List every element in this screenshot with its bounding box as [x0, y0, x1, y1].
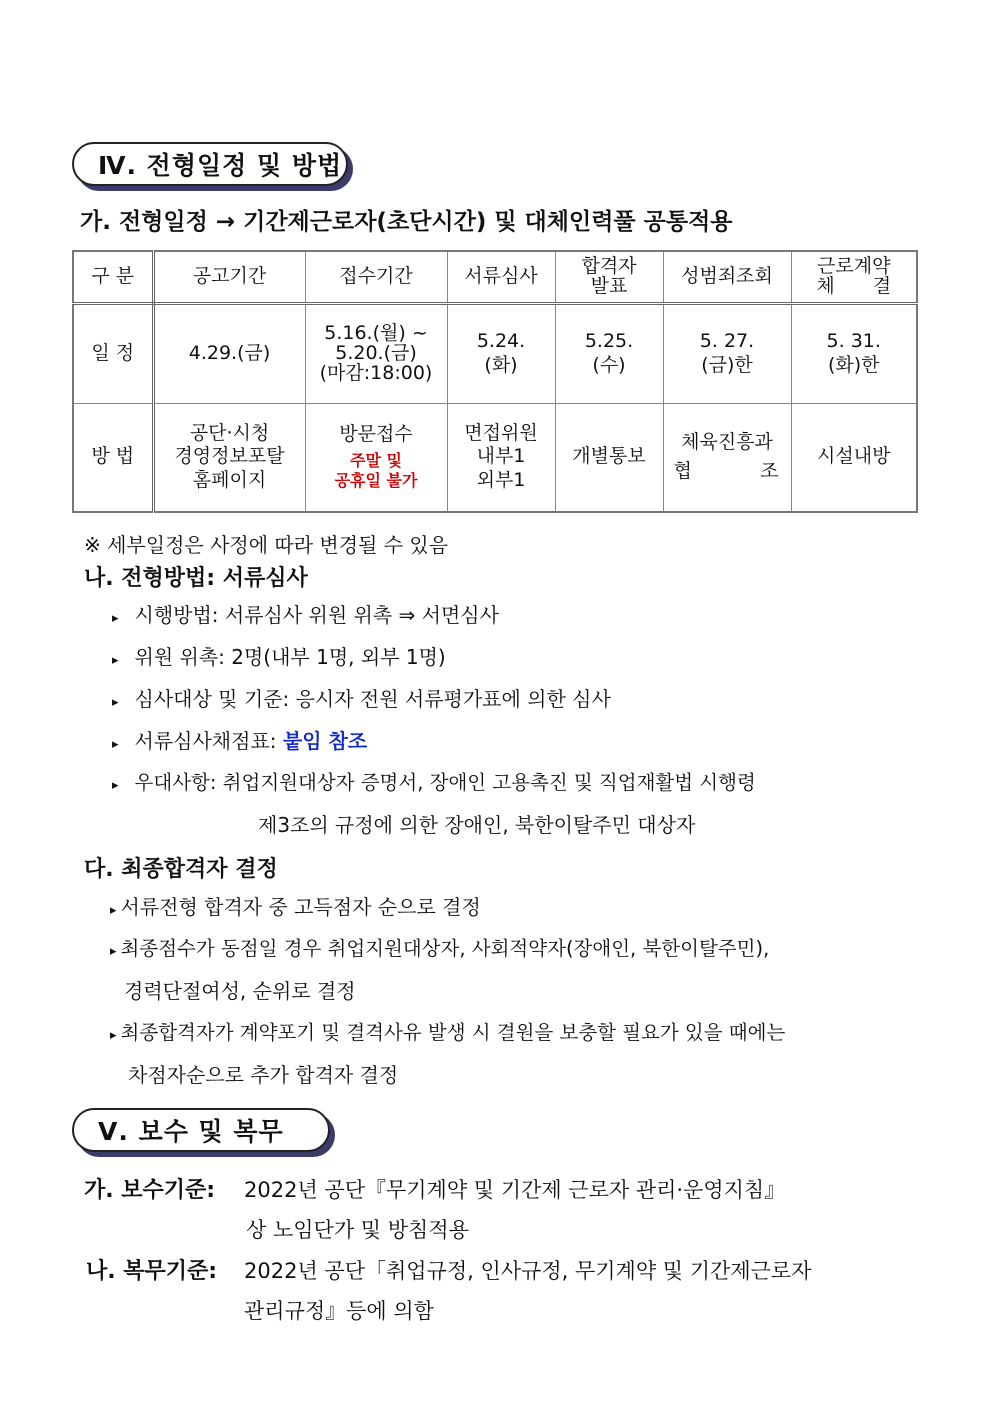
header-cell: 근로계약 체 결	[791, 251, 917, 304]
row-label: 방 법	[73, 404, 153, 512]
section-5a-text: 2022년 공단『무기계약 및 기간제 근로자 관리·운영지침』	[244, 1178, 786, 1202]
section-4-title: Ⅳ. 전형일정 및 방법	[98, 151, 343, 180]
table-cell: 5.25. (수)	[555, 304, 663, 404]
list-item: ▸ 우대사항: 취업지원대상자 증명서, 장애인 고용촉진 및 직업재활법 시행령	[112, 771, 756, 794]
list-item: ▸ 위원 위촉: 2명(내부 1명, 외부 1명)	[112, 645, 446, 669]
list-item: ▸ 최종합격자가 계약포기 및 결격사유 발생 시 결원을 보충할 필요가 있을 때에는	[110, 1021, 786, 1044]
reception-note: 주말 및 공휴일 불가	[334, 451, 418, 491]
header-cell: 서류심사	[447, 251, 555, 304]
reception-method: 방문접수	[339, 423, 413, 446]
list-item: ▸ 시행방법: 서류심사 위원 위촉 ⇒ 서면심사	[112, 603, 499, 627]
section-5-title: Ⅴ. 보수 및 복무	[98, 1117, 284, 1146]
schedule-note: ※ 세부일정은 사정에 따라 변경될 수 있음	[84, 533, 449, 557]
table-cell: 면접위원 내부1 외부1	[447, 404, 555, 512]
attachment-link[interactable]: 붙임 참조	[282, 729, 368, 753]
table-cell: 개별통보	[555, 404, 663, 512]
table-cell: 5.24. (화)	[447, 304, 555, 404]
section-5b-text-cont: 관리규정』등에 의함	[244, 1299, 434, 1323]
header-cell: 성범죄조회	[663, 251, 791, 304]
header-cell: 접수기간	[305, 251, 447, 304]
list-item: ▸ 서류전형 합격자 중 고득점자 순으로 결정	[110, 895, 481, 919]
section-5b-label: 나. 복무기준:	[86, 1259, 218, 1284]
table-cell: 5. 27. (금)한	[663, 304, 791, 404]
section-5b-text: 2022년 공단「취업규정, 인사규정, 무기계약 및 기간제근로자	[244, 1259, 812, 1283]
list-item-continuation: 차점자순으로 추가 합격자 결정	[128, 1063, 399, 1087]
section-4c-heading: 다. 최종합격자 결정	[84, 857, 278, 882]
list-item: ▸ 심사대상 및 기준: 응시자 전원 서류평가표에 의한 심사	[112, 687, 611, 711]
table-cell: 5. 31. (화)한	[791, 304, 917, 404]
table-header-row	[73, 251, 917, 304]
table-cell: 공단·시청 경영정보포탈 홈페이지	[153, 404, 305, 512]
header-cell: 공고기간	[153, 251, 305, 304]
table-cell: 시설내방	[791, 404, 917, 512]
list-item: ▸ 최종점수가 동점일 경우 취업지원대상자, 사회적약자(장애인, 북한이탈주민),	[110, 937, 770, 960]
section-4b-heading: 나. 전형방법: 서류심사	[84, 566, 308, 591]
row-label: 일 정	[73, 304, 153, 404]
section-4-title-box	[72, 142, 348, 186]
table-cell: 5.16.(월) ~ 5.20.(금) (마감:18:00)	[305, 304, 447, 404]
header-cell: 구 분	[73, 251, 153, 304]
section-4a-heading: 가. 전형일정 → 기간제근로자(초단시간) 및 대체인력풀 공통적용	[80, 209, 733, 235]
list-item-continuation: 제3조의 규정에 의한 장애인, 북한이탈주민 대상자	[258, 813, 696, 837]
cooperation-label: 협 조	[673, 460, 779, 483]
table-cell	[663, 404, 791, 512]
section-5-title-box	[72, 1108, 330, 1152]
section-5a-label: 가. 보수기준:	[84, 1178, 216, 1203]
cooperation-dept: 체육진흥과	[681, 430, 773, 453]
section-5a-text-cont: 상 노임단가 및 방침적용	[246, 1218, 469, 1242]
table-row-method	[73, 404, 917, 512]
list-item-continuation: 경력단절여성, 순위로 결정	[124, 979, 356, 1003]
table-cell	[305, 404, 447, 512]
schedule-table	[72, 250, 918, 513]
table-row-schedule	[73, 304, 917, 404]
list-item: ▸ 서류심사채점표: 붙임 참조	[112, 729, 368, 753]
header-cell: 합격자 발표	[555, 251, 663, 304]
table-cell: 4.29.(금)	[153, 304, 305, 404]
